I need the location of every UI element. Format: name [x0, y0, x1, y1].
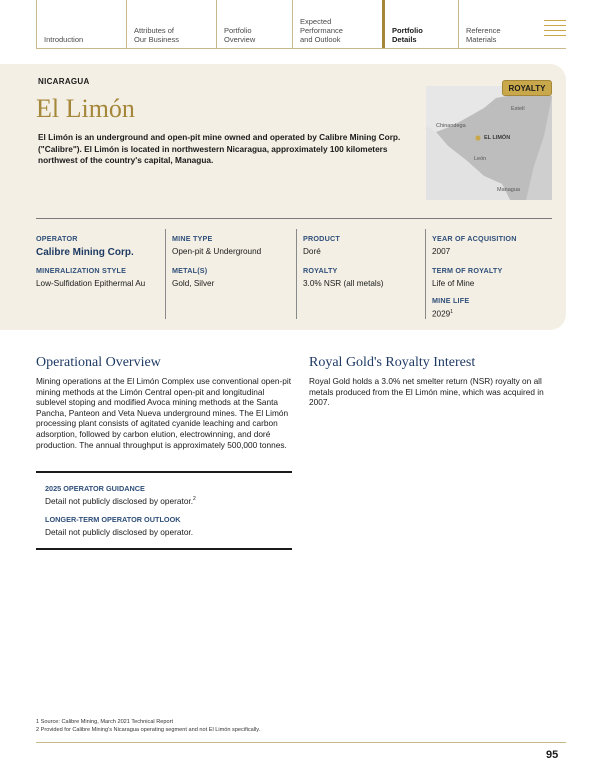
operator-label: OPERATOR: [36, 234, 78, 243]
royalty-label: ROYALTY: [303, 266, 338, 275]
term-value: Life of Mine: [432, 279, 475, 288]
nav-reference-materials[interactable]: [458, 0, 538, 48]
country-label: NICARAGUA: [38, 77, 90, 86]
outlook-label: LONGER-TERM OPERATOR OUTLOOK: [45, 515, 181, 524]
mineralization-value: Low-Sulfidation Epithermal Au: [36, 279, 146, 288]
year-label: YEAR OF ACQUISITION: [432, 234, 517, 243]
royalty-badge: ROYALTY: [502, 80, 552, 96]
footnote-1: 1 Source: Calibre Mining, March 2021 Technical Report: [36, 719, 174, 725]
nav-portfolio-overview[interactable]: [216, 0, 292, 48]
mine-life-year: 2029: [432, 309, 451, 319]
footnote-ref-1[interactable]: 1: [450, 309, 453, 315]
guidance-text: Detail not publicly disclosed by operator.: [45, 496, 194, 506]
guidance-value: [45, 496, 196, 506]
footnote-2: 2 Provided for Calibre Mining's Nicaragua operating segment and not El Limón specifically.: [36, 727, 261, 733]
royalty-interest-text: Royal Gold holds a 3.0% net smelter return (NSR) royalty on all metals produced from the El Limón mine, which was acquired in 2007.: [309, 376, 544, 408]
product-value: Doré: [303, 247, 321, 256]
map-label-esteli: Estelí: [511, 106, 525, 112]
operator-column: [36, 229, 164, 319]
map-label-chinandega: Chinandega: [436, 123, 466, 129]
nav-reference-materials-label: Reference Materials: [466, 26, 501, 44]
outlook-value: Detail not publicly disclosed by operator.: [45, 527, 194, 537]
footnote-ref-2[interactable]: 2: [193, 496, 196, 503]
intro-text: El Limón is an underground and open-pit mine owned and operated by Calibre Mining Corp. ("Calibre"). El Limón is located in northwestern Nicaragua, approximately 100 kilometers northwest of the country's capital, Managua.: [38, 132, 401, 165]
nav-introduction[interactable]: [36, 0, 126, 48]
nav-expected-performance-label: Expected Performance and Outlook: [300, 17, 343, 44]
nav-portfolio-overview-label: Portfolio Overview: [224, 26, 256, 44]
operational-overview-heading: Operational Overview: [36, 355, 161, 370]
menu-icon[interactable]: [544, 20, 566, 40]
map-label-leon: León: [474, 156, 487, 162]
mineralization-label: MINERALIZATION STYLE: [36, 266, 127, 275]
operator-value: Calibre Mining Corp.: [36, 247, 134, 258]
term-label: TERM OF ROYALTY: [432, 266, 503, 275]
top-navigation: [36, 0, 566, 48]
guidance-label: 2025 OPERATOR GUIDANCE: [45, 484, 145, 493]
acquisition-column: [425, 229, 553, 319]
year-value: 2007: [432, 247, 451, 256]
royalty-interest-heading: Royal Gold's Royalty Interest: [309, 355, 476, 370]
map-label-site: EL LIMÓN: [484, 135, 511, 141]
operational-overview-text: Mining operations at the El Limón Complex use conventional open-pit mining methods at the Limón Central open-pit and longitudinal sublevel stoping and modified Avoca mining methods at the Santa Pancha, Panteon and Veta Nueva underground mines. The El Limón processing plant consists of agitated cyanide leaching and carbon adsorption, followed by carbon elution, electrowinning, and doré production. The annual throughput is approximately 500,000 tonnes.: [36, 376, 292, 450]
nav-divider: [36, 48, 566, 49]
page-title: El Limón: [36, 94, 135, 123]
product-label: PRODUCT: [303, 234, 340, 243]
attributes-divider: [36, 218, 552, 219]
map-graphic: [426, 86, 552, 200]
royalty-value: 3.0% NSR (all metals): [303, 279, 384, 288]
mine-type-column: [165, 229, 295, 319]
nav-portfolio-details[interactable]: [382, 0, 458, 48]
mine-type-label: MINE TYPE: [172, 234, 213, 243]
nav-expected-performance[interactable]: [292, 0, 382, 48]
map-label-managua: Managua: [497, 187, 520, 193]
mine-type-value: Open-pit & Underground: [172, 247, 262, 256]
nav-introduction-label: Introduction: [44, 35, 84, 44]
location-map: [426, 86, 552, 200]
nav-attributes-label: Attributes of Our Business: [134, 26, 180, 44]
footer-divider: [36, 742, 566, 743]
mine-life-label: MINE LIFE: [432, 296, 470, 305]
product-column: [296, 229, 424, 319]
metals-label: METAL(S): [172, 266, 208, 275]
nav-portfolio-details-label: Portfolio Details: [392, 26, 423, 44]
mine-life-value: [432, 309, 553, 319]
metals-value: Gold, Silver: [172, 279, 215, 288]
page-number: 95: [546, 749, 559, 761]
guidance-box: [36, 471, 292, 550]
nav-attributes[interactable]: [126, 0, 216, 48]
mine-location-marker: [475, 135, 480, 140]
